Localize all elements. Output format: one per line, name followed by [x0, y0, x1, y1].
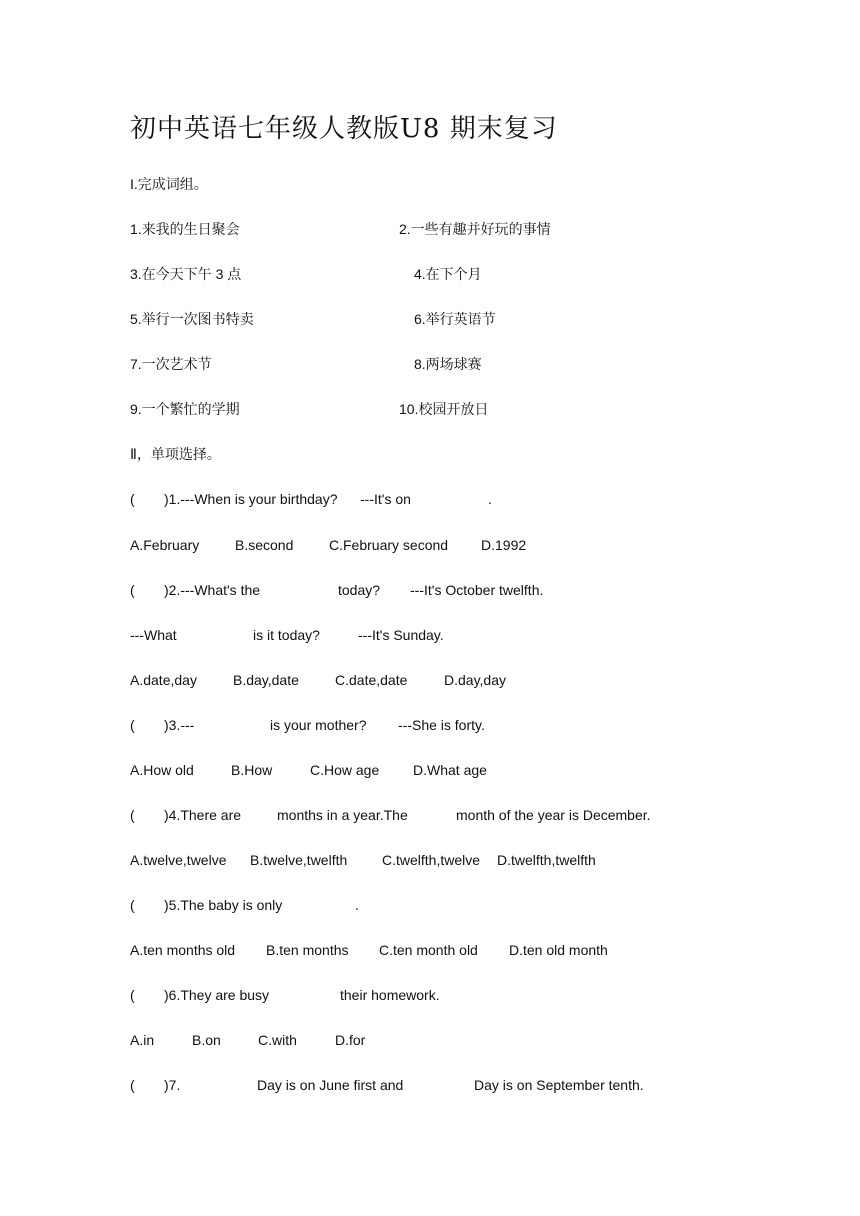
option: D.twelfth,twelfth	[497, 852, 596, 868]
question-text: )1.---When is your birthday?	[164, 491, 338, 507]
phrase-item: 1.来我的生日聚会	[130, 221, 240, 237]
answer-paren: (	[130, 491, 135, 507]
question-text: ---She is forty.	[398, 717, 485, 733]
question-text: ---It's October twelfth.	[410, 582, 544, 598]
option: B.How	[231, 762, 273, 778]
question-text: .	[355, 897, 359, 913]
option: D.ten old month	[509, 942, 608, 958]
option: A.ten months old	[130, 942, 236, 958]
phrase-item: 10.校园开放日	[399, 401, 489, 417]
option: D.for	[335, 1032, 366, 1048]
question-text: their homework.	[340, 987, 440, 1003]
phrase-item: 3.在今天下午 3 点	[130, 266, 242, 282]
option: D.What age	[413, 762, 487, 778]
answer-paren: (	[130, 582, 135, 598]
option: B.twelve,twelfth	[250, 852, 348, 868]
question-text: ---It's Sunday.	[358, 627, 444, 643]
phrase-item: 2.一些有趣并好玩的事情	[399, 221, 551, 237]
phrase-item: 8.两场球赛	[414, 356, 482, 372]
question-text: ---It's on	[360, 491, 411, 507]
option: D.day,day	[444, 672, 506, 688]
question-text: Day is on September tenth.	[474, 1077, 644, 1093]
answer-paren: (	[130, 987, 135, 1003]
question-text: )7.	[164, 1077, 181, 1093]
question-text: months in a year.The	[277, 807, 408, 823]
option: C.ten month old	[379, 942, 478, 958]
phrase-item: 6.举行英语节	[414, 311, 496, 327]
option: C.twelfth,twelve	[382, 852, 481, 868]
question-text: )5.The baby is only	[164, 897, 283, 913]
option: B.day,date	[233, 672, 299, 688]
question-text: today?	[338, 582, 381, 598]
answer-paren: (	[130, 897, 135, 913]
option: C.date,date	[335, 672, 408, 688]
answer-paren: (	[130, 717, 135, 733]
question-text: )2.---What's the	[164, 582, 261, 598]
answer-paren: (	[130, 1077, 135, 1093]
option: A.date,day	[130, 672, 197, 688]
option: B.on	[192, 1032, 221, 1048]
section-1-heading: I.完成词组。	[130, 176, 208, 192]
phrase-item: 7.一次艺术节	[130, 356, 212, 372]
question-text: )3.---	[164, 717, 195, 733]
option: C.February second	[329, 537, 449, 553]
question-text: is your mother?	[270, 717, 367, 733]
phrase-item: 4.在下个月	[414, 266, 482, 282]
option: C.with	[258, 1032, 297, 1048]
question-text: )4.There are	[164, 807, 242, 823]
option: B.ten months	[266, 942, 349, 958]
option: D.1992	[481, 537, 527, 553]
phrase-item: 5.举行一次图书特卖	[130, 311, 254, 327]
option: A.February	[130, 537, 200, 553]
question-text: )6.They are busy	[164, 987, 270, 1003]
answer-paren: (	[130, 807, 135, 823]
question-text: .	[488, 491, 492, 507]
option: C.How age	[310, 762, 380, 778]
question-text: Day is on June first and	[257, 1077, 404, 1093]
question-text: month of the year is December.	[456, 807, 651, 823]
option: A.twelve,twelve	[130, 852, 227, 868]
option: A.in	[130, 1032, 155, 1048]
option: B.second	[235, 537, 294, 553]
phrase-item: 9.一个繁忙的学期	[130, 401, 240, 417]
option: A.How old	[130, 762, 194, 778]
question-text: is it today?	[253, 627, 320, 643]
section-2-heading: Ⅱ，单项选择。	[130, 446, 221, 462]
question-text: ---What	[130, 627, 177, 643]
page-title: 初中英语七年级人教版U8 期末复习	[130, 114, 558, 144]
